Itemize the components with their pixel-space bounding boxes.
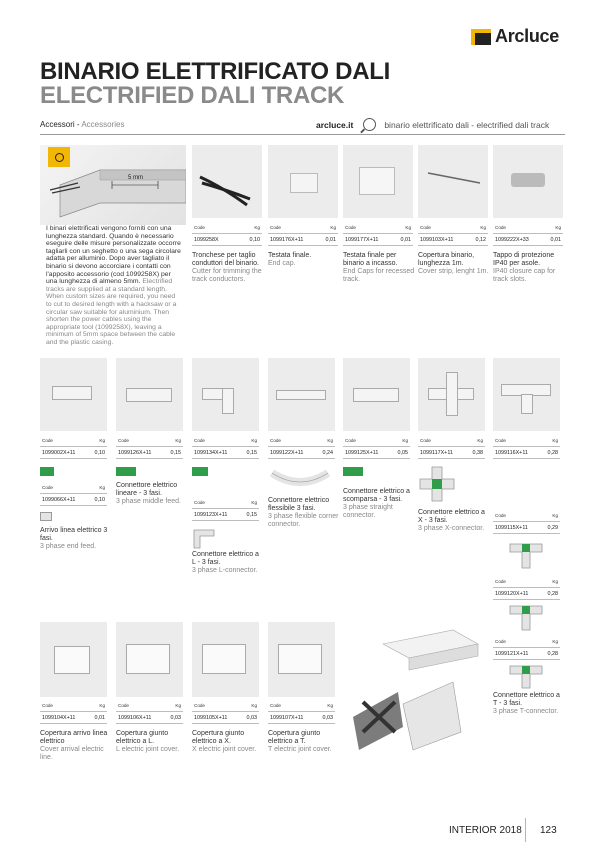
product-image-recessed-cap (343, 145, 413, 218)
intro-text-it: I binari elettrificati vengono forniti con una lunghezza standard. Quando è necessario eseguire delle misure personalizzate occorre tagliarli con un seghetto o una sega circolare adatta per alluminio. Dopo aver tagliato il binario si devono accorciare i contatti con l'apposito accessorio (cod 1099258X) per una lunghezza di almeno 5mm. (46, 225, 181, 286)
desc-t-connector: Connettore elettrico a T - 3 fasi. 3 phase T-connector. (493, 692, 560, 715)
table-t-connector: Code Kg 1099116X+11 0,28 (493, 435, 560, 459)
desc-middle-feed: Connettore elettrico lineare - 3 fasi. 3 phase middle feed. (116, 482, 181, 505)
table-x-connector-2: Code Kg 1099115X+11 0,29 (493, 510, 560, 534)
table-end-cap: Code Kg 1099176X+11 0,01 (268, 222, 338, 246)
table-end-feed-2: Code Kg 1099066X+11 0,10 (40, 482, 107, 506)
section-label-it: Accessori - (40, 120, 82, 129)
product-image-l-connector (192, 358, 259, 431)
desc-t-cover: Copertura giunto elettrico a T. T electric joint cover. (268, 730, 332, 753)
table-x-cover: Code Kg 1099105X+11 0,03 (192, 700, 259, 724)
intro-text (46, 225, 181, 347)
table-closure-cap: Code Kg 1099222X+33 0,01 (493, 222, 563, 246)
desc-recessed-cap: Testata finale per binario a incasso. End Caps for recessed track. (343, 252, 415, 283)
dimension-label: 5 mm (128, 175, 143, 181)
desc-end-cap: Testata finale. End cap. (268, 252, 312, 267)
end-feed-shape-icon (40, 512, 52, 521)
table-end-feed: Code Kg 1099002X+11 0,10 (40, 435, 107, 459)
product-image-middle-feed (116, 358, 183, 431)
product-image-l-cover (116, 622, 183, 697)
l-connector-diagram-icon (192, 467, 208, 476)
brand-name: Arcluce (495, 26, 559, 46)
table-t-connector-2: Code Kg 1099121X+11 0,28 (493, 636, 560, 660)
end-feed-diagram-icon (40, 467, 54, 476)
l-shape-icon (192, 528, 216, 550)
product-image-x-connector (418, 358, 485, 431)
desc-cover-strip: Copertura binario, lunghezza 1m. Cover strip, lenght 1m. (418, 252, 489, 275)
cover-strip-icon (418, 145, 488, 218)
table-recessed-cap: Code Kg 1099177X+11 0,01 (343, 222, 413, 246)
t-shape-icon-3 (508, 664, 544, 690)
table-t-cover: Code Kg 1099107X+11 0,03 (268, 700, 335, 724)
desc-flex-connector: Connettore elettrico flessibile 3 fasi. 3 phase flexible corner connector. (268, 497, 339, 528)
table-cutter: Code Kg 1099258X 0,10 (192, 222, 262, 246)
category-label: binario elettrificato dali - electrified dali track (384, 119, 550, 130)
product-image-closure-cap (493, 145, 563, 218)
desc-arrival-cover: Copertura arrivo linea elettrico Cover arrival electric line. (40, 730, 108, 761)
product-image-cutter (192, 145, 262, 218)
x-shape-icon (418, 465, 456, 503)
table-cover-strip: Code Kg 1099103X+11 0,12 (418, 222, 488, 246)
brand-logo (471, 26, 559, 47)
page-subtitle: ELECTRIFIED DALI TRACK (40, 82, 345, 109)
product-image-flex-connector (268, 358, 335, 431)
product-image-straight-connector (343, 358, 410, 431)
table-t-connector-1: Code Kg 1099120X+11 0,28 (493, 576, 560, 600)
table-middle-feed: Code Kg 1099126X+11 0,15 (116, 435, 183, 459)
page-number: 123 (540, 825, 557, 836)
exploded-track-illustration (343, 622, 486, 752)
flex-shape-icon (268, 465, 332, 491)
table-x-connector: Code Kg 1099117X+11 0,38 (418, 435, 485, 459)
desc-x-cover: Copertura giunto elettrico a X. X electric joint cover. (192, 730, 257, 753)
search-icon[interactable] (363, 118, 376, 131)
intro-text-en: Electrified tracks are supplied at a standard length. When custom sizes are required, you need to cut to desired length with a hacksaw or a circular saw suitable for aluminium. Then shorten the power cables using the appropriate tool (1099258X), leaving a minimum of 5mm space between the cable and the plastic casing. (46, 278, 177, 346)
site-link[interactable]: arcluce.it (316, 119, 354, 130)
light-bulb-icon (48, 147, 70, 167)
footer-divider (525, 818, 526, 842)
desc-straight-connector: Connettore elettrico a scomparsa - 3 fasi. 3 phase straight connector. (343, 488, 410, 519)
section-label (40, 120, 124, 129)
table-arrival-cover: Code Kg 1099104X+11 0,01 (40, 700, 107, 724)
table-l-connector: Code Kg 1099134X+11 0,15 (192, 435, 259, 459)
desc-l-connector: Connettore elettrico a L - 3 fasi. 3 phase L-connector. (192, 551, 259, 574)
section-label-en: Accessories (81, 120, 125, 129)
product-image-arrival-cover (40, 622, 107, 697)
desc-x-connector: Connettore elettrico a X - 3 fasi. 3 phase X-connector. (418, 509, 485, 532)
middle-feed-diagram-icon (116, 467, 136, 476)
table-l-connector-2: Code Kg 1099123X+11 0,15 (192, 497, 259, 521)
section-right (316, 118, 549, 131)
product-image-x-cover (192, 622, 259, 697)
product-image-cover-strip (418, 145, 488, 218)
footer-catalog-label: INTERIOR 2018 (449, 825, 522, 836)
page-title: BINARIO ELETTRIFICATO DALI (40, 58, 390, 85)
table-l-cover: Code Kg 1099106X+11 0,03 (116, 700, 183, 724)
desc-end-feed: Arrivo linea elettrico 3 fasi. 3 phase end feed. (40, 527, 108, 550)
product-image-end-cap (268, 145, 338, 218)
table-straight-connector: Code Kg 1099125X+11 0,05 (343, 435, 410, 459)
table-flex-connector: Code Kg 1099122X+11 0,24 (268, 435, 335, 459)
desc-l-cover: Copertura giunto elettrico a L. L electric joint cover. (116, 730, 180, 753)
product-image-t-cover (268, 622, 335, 697)
t-shape-icon-1 (508, 542, 544, 570)
t-shape-icon-2 (508, 604, 544, 632)
desc-closure-cap: Tappo di protezione IP40 per asole. IP40 closure cap for track slots. (493, 252, 556, 283)
logo-mark-icon (471, 29, 491, 45)
straight-connector-diagram-icon (343, 467, 363, 476)
desc-cutter: Tronchese per taglio conduttori del binario. Cutter for trimming the track conductors. (192, 252, 262, 283)
product-image-end-feed (40, 358, 107, 431)
product-image-t-connector (493, 358, 560, 431)
cutter-icon (192, 145, 262, 218)
